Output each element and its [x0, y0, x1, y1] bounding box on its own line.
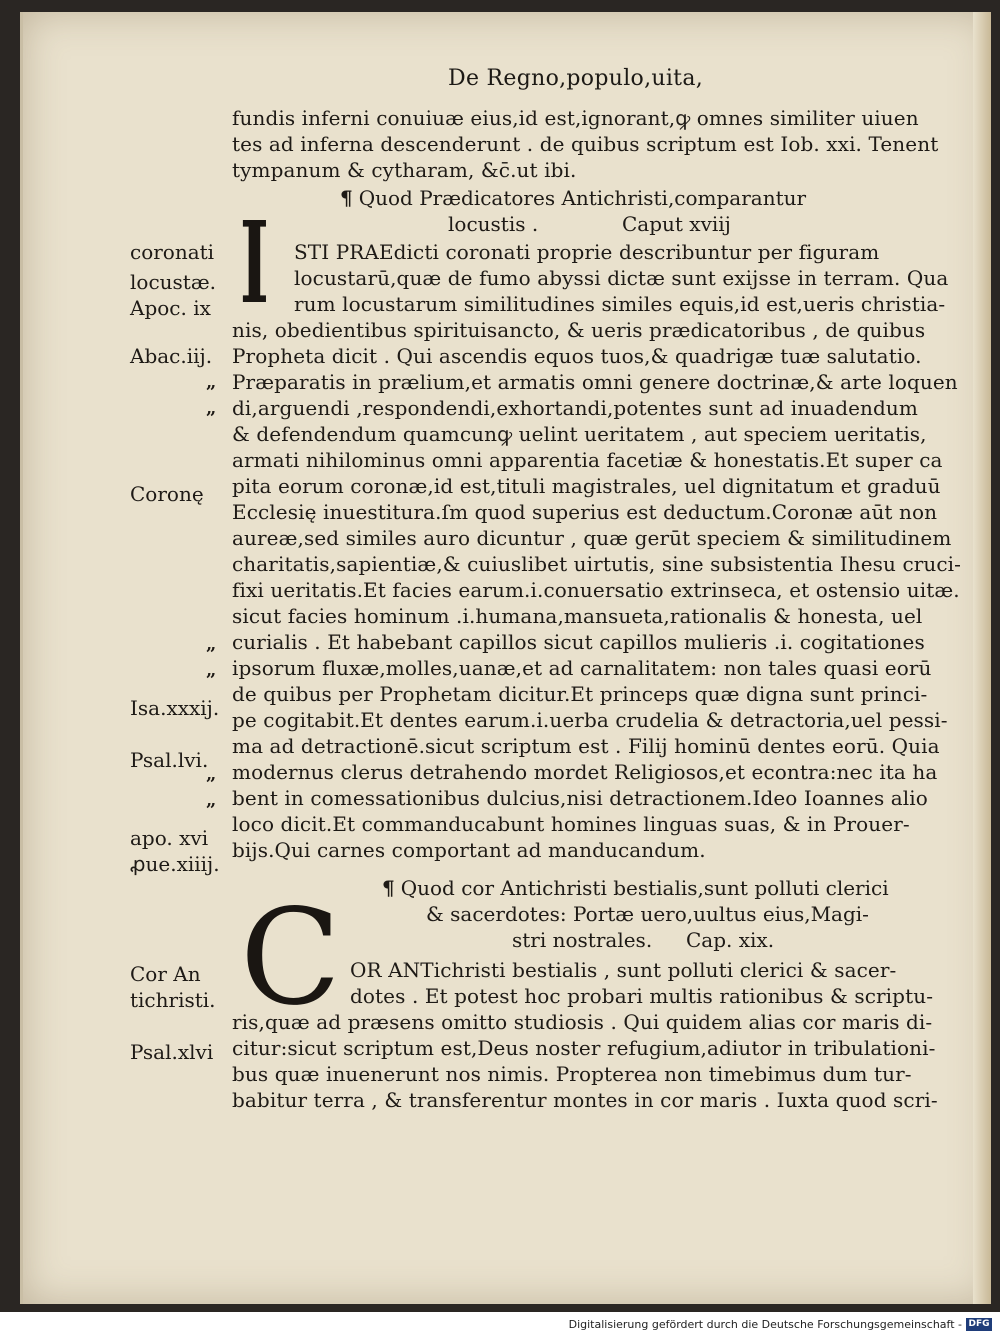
- body-line: de quibus per Prophetam dicitur.Et princeps quæ digna sunt princi-: [232, 682, 928, 706]
- margin-note: Cor An: [130, 962, 201, 986]
- margin-quote-mark: „: [206, 790, 217, 811]
- body-line: bent in comessationibus dulcius,nisi detractionem.Ideo Ioannes alio: [232, 786, 928, 810]
- body-line: & defendendum quamcunꝙ uelint ueritatem , aut speciem ueritatis,: [232, 422, 927, 446]
- body-line: loco dicit.Et commanducabunt homines linguas suas, & in Prouer-: [232, 812, 910, 836]
- body-line: tes ad inferna descenderunt . de quibus scriptum est Iob. xxi. Tenent: [232, 132, 939, 156]
- chapter-heading-text: Quod cor Antichristi bestialis,sunt polluti clerici: [400, 876, 889, 900]
- margin-quote-mark: „: [206, 660, 217, 681]
- margin-note: ꝓue.xiiij.: [130, 852, 220, 876]
- chapter-number: Cap. xix.: [686, 928, 775, 952]
- body-line: pe cogitabit.Et dentes earum.i.uerba crudelia & detractoria,uel pessi-: [232, 708, 948, 732]
- body-line: Ecclesię inuestitura.ſm quod superius est deductum.Coronæ aūt non: [232, 500, 938, 524]
- body-line: citur:sicut scriptum est,Deus noster refugium,adiutor in tribulationi-: [232, 1036, 936, 1060]
- running-head: De Regno,populo,uita,: [448, 66, 704, 91]
- body-line: OR ANTichristi bestialis , sunt polluti clerici & sacer-: [350, 958, 897, 982]
- page-gutter-shadow: [973, 12, 991, 1304]
- margin-quote-mark: „: [206, 398, 217, 419]
- chapter-heading: [382, 876, 889, 900]
- body-line: fixi ueritatis.Et facies earum.i.conuersatio extrinseca, et ostensio uitæ.: [232, 578, 960, 602]
- paragraph-mark-icon: ¶: [340, 186, 353, 210]
- body-line: tympanum & cytharam, &c̄.ut ibi.: [232, 158, 577, 182]
- body-line: fundis inferni conuiuæ eius,id est,ignorant,ꝙ omnes similiter uiuen: [232, 106, 919, 130]
- body-line: STI PRAEdicti coronati proprie describuntur per figuram: [294, 240, 880, 264]
- body-line: sicut facies hominum .i.humana,mansueta,rationalis & honesta, uel: [232, 604, 923, 628]
- body-line: ris,quæ ad præsens omitto studiosis . Qui quidem alias cor maris di-: [232, 1010, 933, 1034]
- margin-quote-mark: „: [206, 372, 217, 393]
- dfg-logo: DFG: [966, 1318, 992, 1331]
- margin-note: Abac.iij.: [130, 344, 213, 368]
- body-line: modernus clerus detrahendo mordet Religiosos,et econtra:nec ita ha: [232, 760, 938, 784]
- body-line: rum locustarum similitudines similes equis,id est,ueris christia-: [294, 292, 946, 316]
- chapter-heading-line2: & sacerdotes: Portæ uero,uultus eius,Magi-: [426, 902, 869, 926]
- body-line: ma ad detractionē.sicut scriptum est . Filij hominū dentes eorū. Quia: [232, 734, 940, 758]
- margin-note: tichristi.: [130, 988, 216, 1012]
- margin-quote-mark: „: [206, 764, 217, 785]
- body-line: ipsorum fluxæ,molles,uanæ,et ad carnalitatem: non tales quasi eorū: [232, 656, 932, 680]
- body-line: dotes . Et potest hoc probari multis rationibus & scriptu-: [350, 984, 934, 1008]
- body-line: locustarū,quæ de fumo abyssi dictæ sunt exijsse in terram. Qua: [294, 266, 949, 290]
- body-line: bus quæ inuenerunt nos nimis. Propterea non timebimus dum tur-: [232, 1062, 912, 1086]
- margin-note: Apoc. ix: [130, 296, 211, 320]
- margin-note: locustæ.: [130, 270, 216, 294]
- margin-note: Psal.lvi.: [130, 748, 209, 772]
- body-line: di,arguendi ,respondendi,exhortandi,potentes sunt ad inuadendum: [232, 396, 918, 420]
- body-line: pita eorum coronæ,id est,tituli magistrales, uel dignitatum et graduū: [232, 474, 941, 498]
- margin-note: coronati: [130, 240, 215, 264]
- body-line: curialis . Et habebant capillos sicut capillos mulieris .i. cogitationes: [232, 630, 925, 654]
- margin-note: Coronę: [130, 482, 204, 506]
- body-line: armati nihilominus omni apparentia facetiæ & honestatis.Et super ca: [232, 448, 943, 472]
- body-line: charitatis,sapientiæ,& cuiuslibet uirtutis, sine subsistentia Ihesu cruci-: [232, 552, 962, 576]
- body-line: babitur terra , & transferentur montes in cor maris . Iuxta quod scri-: [232, 1088, 938, 1112]
- chapter-heading: [340, 186, 806, 210]
- drop-cap-initial: I: [240, 198, 269, 329]
- body-line: bijs.Qui carnes comportant ad manducandum.: [232, 838, 706, 862]
- chapter-heading-text: Quod Prædicatores Antichristi,comparantur: [358, 186, 807, 210]
- drop-cap-initial: C: [240, 881, 341, 1035]
- funding-note: Digitalisierung gefördert durch die Deutsche Forschungsgemeinschaft -: [568, 1318, 962, 1331]
- chapter-heading-line3: stri nostrales.: [512, 928, 653, 952]
- margin-note: Psal.xlvi: [130, 1040, 214, 1064]
- body-line: nis, obedientibus spirituisancto, & ueris prædicatoribus , de quibus: [232, 318, 926, 342]
- chapter-heading-line2: locustis .: [448, 212, 539, 236]
- body-line: Propheta dicit . Qui ascendis equos tuos,& quadrigæ tuæ salutatio.: [232, 344, 922, 368]
- paragraph-mark-icon: ¶: [382, 876, 395, 900]
- body-line: aureæ,sed similes auro dicuntur , quæ gerūt speciem & similitudinem: [232, 526, 952, 550]
- margin-quote-mark: „: [206, 634, 217, 655]
- chapter-number: Caput xviij: [622, 212, 731, 236]
- margin-note: Isa.xxxij.: [130, 696, 220, 720]
- margin-note: apo. xvi: [130, 826, 209, 850]
- body-line: Præparatis in prælium,et armatis omni genere doctrinæ,& arte loquen: [232, 370, 958, 394]
